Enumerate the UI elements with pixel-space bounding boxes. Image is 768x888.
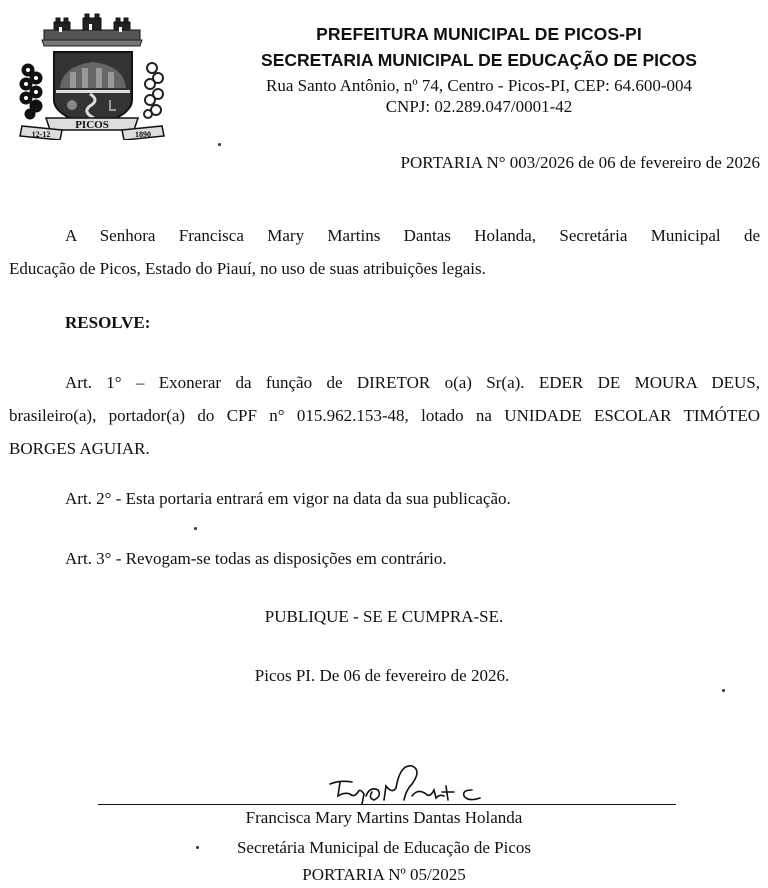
header-cnpj: CNPJ: 02.289.047/0001-42 — [385, 97, 573, 116]
signature-line — [98, 804, 676, 805]
signature-icon — [300, 760, 520, 810]
crest-banner-text: PICOS — [75, 119, 109, 131]
signer-name: Francisca Mary Martins Dantas Holanda — [245, 808, 523, 827]
picos-coat-of-arms-icon — [6, 8, 176, 140]
place-and-date: Picos PI. De 06 de fevereiro de 2026. — [254, 666, 510, 685]
scan-speck — [196, 846, 199, 849]
article-2: Art. 2° - Esta portaria entrará em vigor na data da sua publicação. — [65, 489, 511, 508]
coat-of-arms-logo — [6, 8, 176, 140]
closing-formula: PUBLIQUE - SE E CUMPRA-SE. — [264, 607, 504, 626]
crest-left-ribbon-text: 12-12 — [31, 130, 51, 139]
header-secretariat: SECRETARIA MUNICIPAL DE EDUCAÇÃO DE PICOS — [261, 50, 697, 70]
header-address: Rua Santo Antônio, nº 74, Centro - Picos-PI, CEP: 64.600-004 — [265, 76, 693, 95]
article-1-line-2: brasileiro(a), portador(a) do CPF n° 015.962.153-48, lotado na UNIDADE ESCOLAR TIMÓTEO — [9, 406, 760, 425]
article-3: Art. 3° - Revogam-se todas as disposições em contrário. — [65, 549, 447, 568]
scan-speck — [194, 527, 197, 530]
handwritten-signature — [300, 760, 520, 810]
intro-line-2: Educação de Picos, Estado do Piauí, no uso de suas atribuições legais. — [9, 259, 486, 278]
signer-appointment-reference: PORTARIA Nº 05/2025 — [302, 865, 466, 884]
scan-speck — [218, 143, 221, 146]
article-1-line-1: Art. 1° – Exonerar da função de DIRETOR o(a) Sr(a). EDER DE MOURA DEUS, — [65, 373, 760, 392]
header-municipality: PREFEITURA MUNICIPAL DE PICOS-PI — [316, 24, 642, 44]
scan-speck — [722, 689, 725, 692]
intro-paragraph — [9, 219, 760, 285]
resolve-heading: RESOLVE: — [65, 313, 151, 332]
document-title: PORTARIA N° 003/2026 de 06 de fevereiro de 2026 — [400, 153, 760, 172]
article-1-line-3: BORGES AGUIAR. — [9, 439, 150, 458]
article-1 — [9, 366, 760, 465]
signer-role: Secretária Municipal de Educação de Picos — [236, 838, 532, 857]
crest-right-ribbon-text: 1890 — [135, 130, 151, 139]
intro-line-1: A Senhora Francisca Mary Martins Dantas Holanda, Secretária Municipal de — [65, 226, 760, 245]
